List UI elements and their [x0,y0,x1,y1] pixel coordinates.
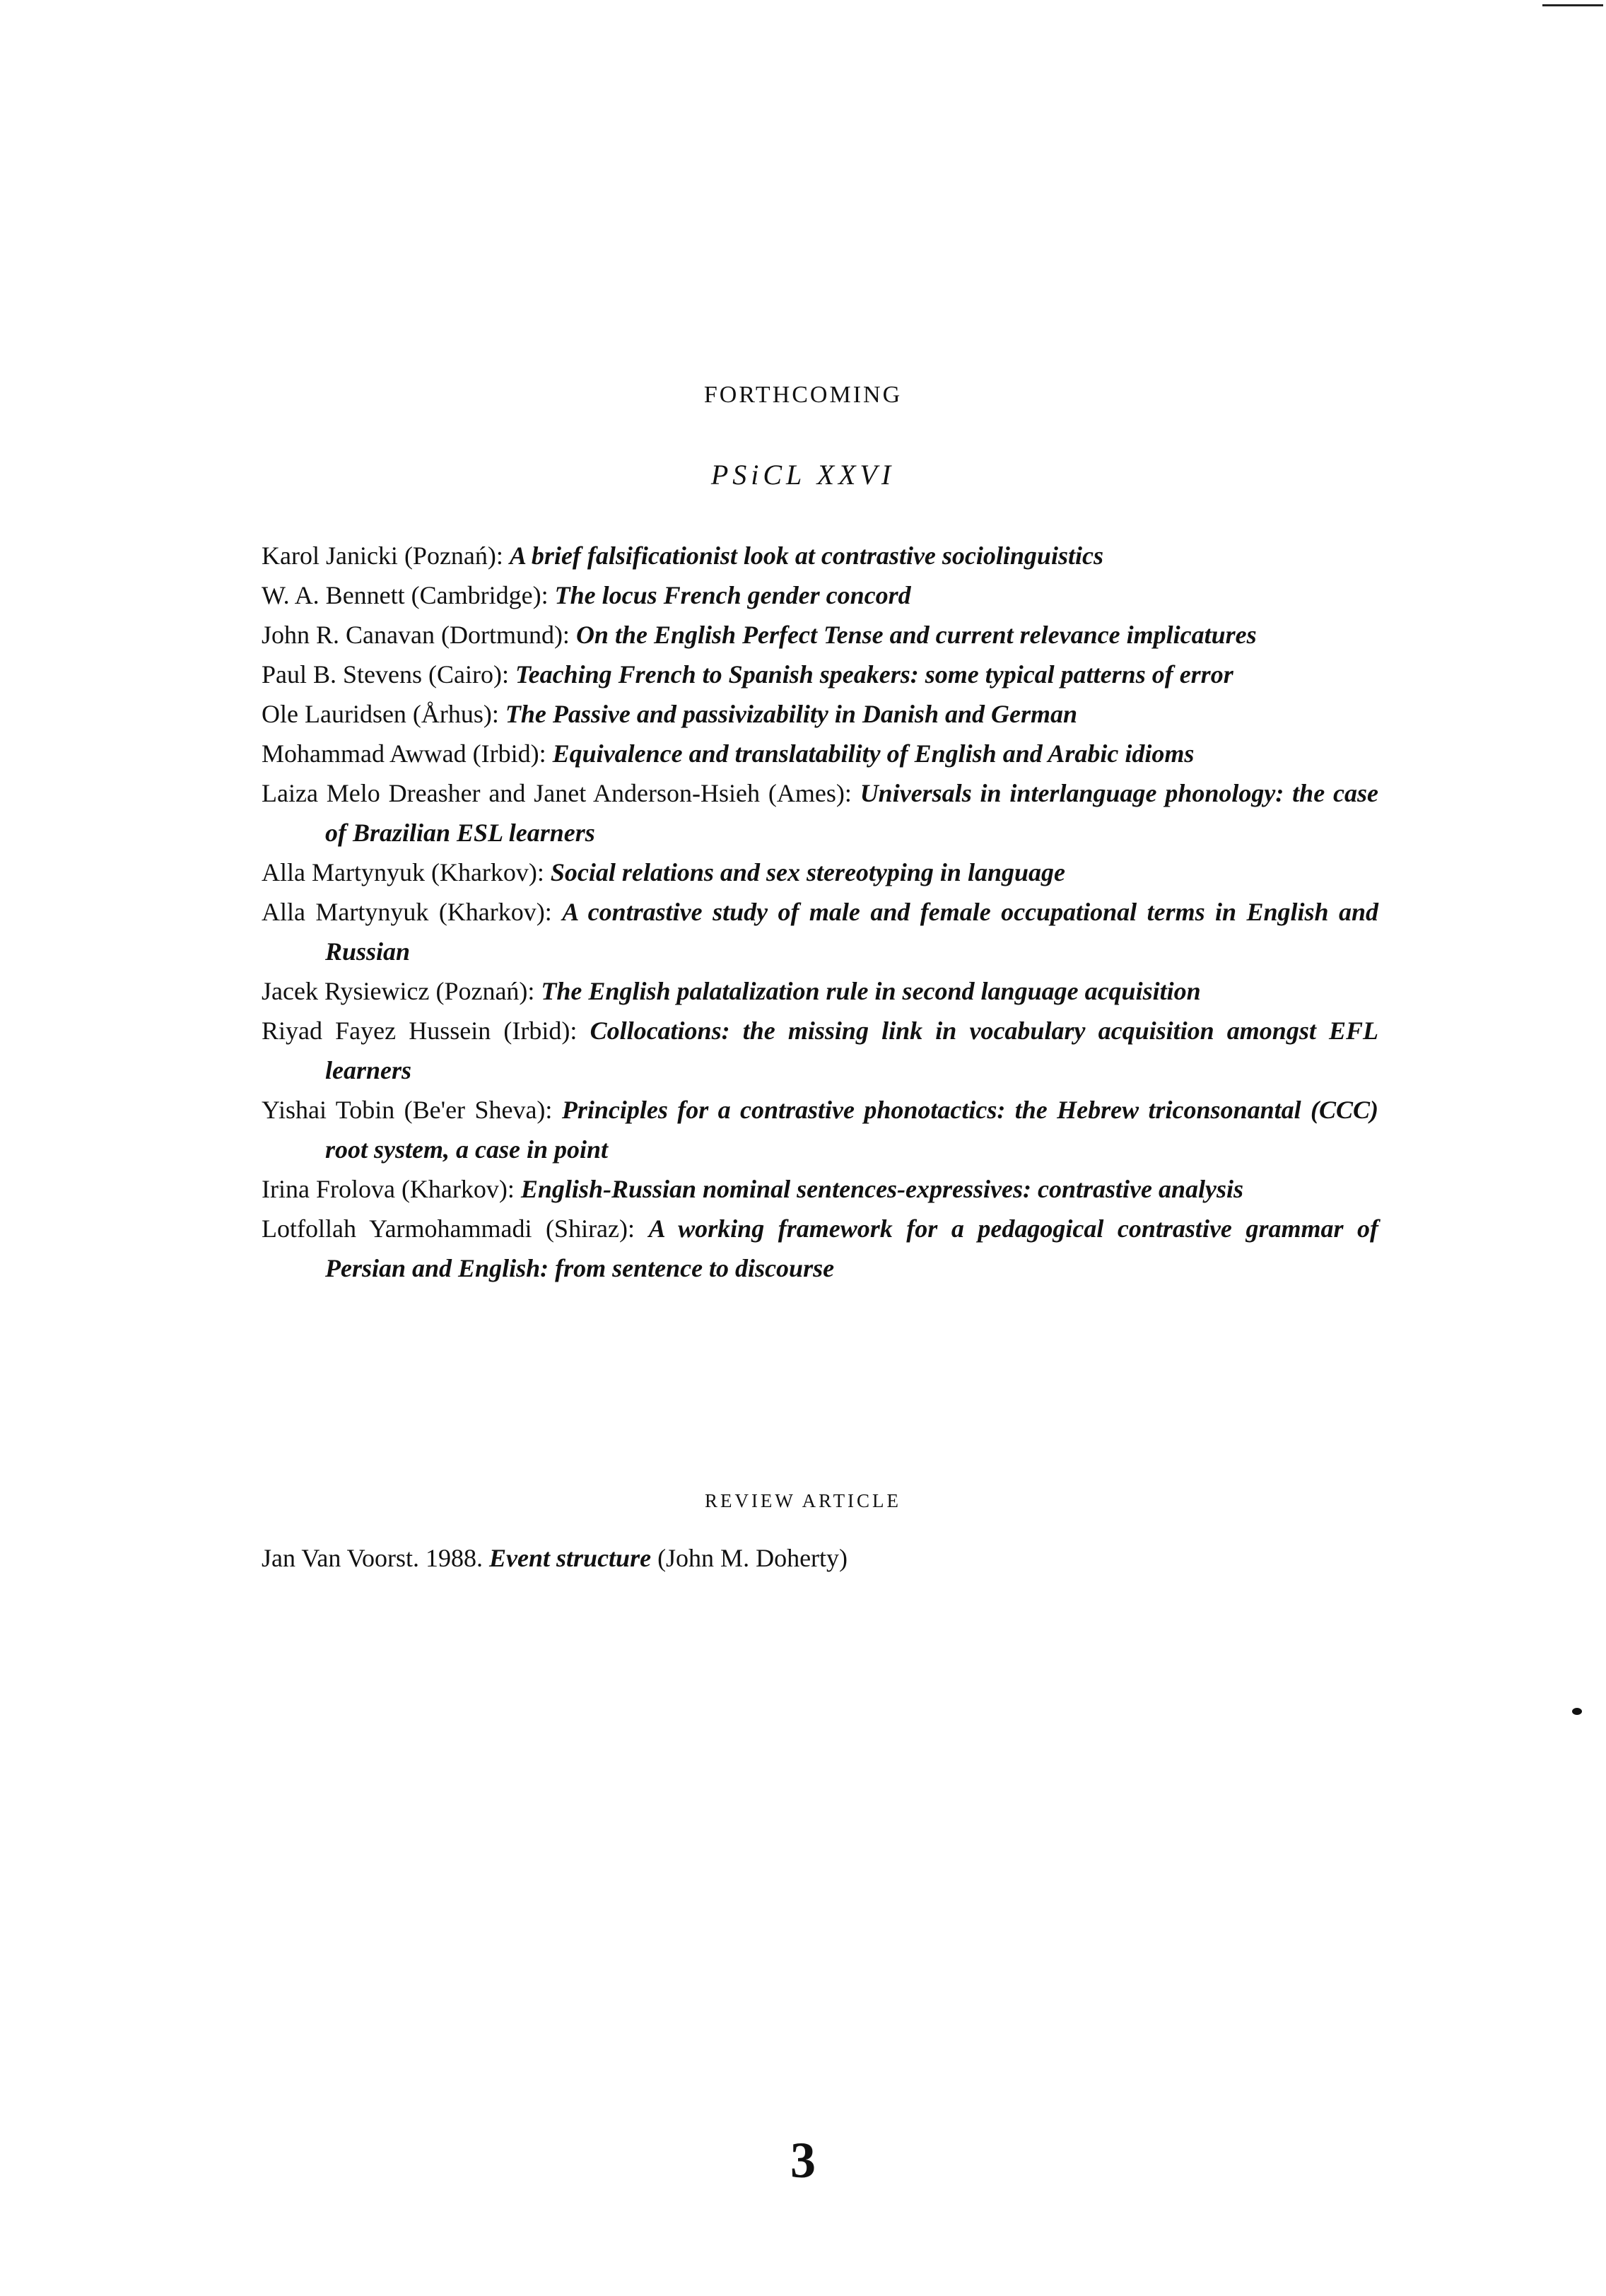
list-item [262,694,1378,734]
entry-author: Riyad Fayez Hussein (Irbid): [262,1017,578,1045]
entry-title: Principles for a contrastive phonotactics: the Hebrew triconsonantal (CCC) root system, a case in point [325,1096,1379,1164]
review-citation: Jan Van Voorst. 1988. [262,1544,483,1572]
entry-title: Equivalence and translatability of English and Arabic idioms [552,739,1195,768]
entry-title: A working framework for a pedagogical contrastive grammar of Persian and English: from sentence to discourse [325,1214,1379,1282]
list-item [262,1011,1378,1090]
scan-speck [1572,1708,1582,1715]
top-corner-rule [1542,4,1603,6]
volume-title: PSiCL XXVI [710,459,896,491]
list-item [262,892,1378,971]
forthcoming-heading: FORTHCOMING [703,382,903,408]
entry-author: Lotfollah Yarmohammadi (Shiraz): [262,1214,635,1243]
entry-title: The Passive and passivizability in Danish and German [505,700,1077,728]
forthcoming-list [262,536,1378,1288]
list-item [262,536,1378,575]
review-entry [262,1538,848,1578]
entry-title: Social relations and sex stereotyping in language [550,858,1065,886]
entry-title: A brief falsificationist look at contrastive sociolinguistics [509,541,1103,570]
entry-author: Karol Janicki (Poznań): [262,541,503,570]
entry-author: Paul B. Stevens (Cairo): [262,660,509,689]
entry-title: Collocations: the missing link in vocabulary acquisition amongst EFL learners [325,1017,1379,1084]
list-item [262,575,1378,615]
entry-author: Alla Martynyuk (Kharkov): [262,898,552,926]
entry-author: Alla Martynyuk (Kharkov): [262,858,544,886]
list-item [262,734,1378,773]
review-title: Event structure [489,1544,652,1572]
list-item [262,1090,1378,1169]
entry-author: Mohammad Awwad (Irbid): [262,739,546,768]
list-item [262,773,1378,853]
page-number: 3 [790,2132,816,2189]
entry-title: The locus French gender concord [554,581,911,609]
entry-author: Jacek Rysiewicz (Poznań): [262,977,535,1005]
list-item [262,655,1378,694]
entry-title: Teaching French to Spanish speakers: some typical patterns of error [515,660,1233,689]
list-item [262,853,1378,892]
entry-title: A contrastive study of male and female occupational terms in English and Russian [325,898,1378,966]
list-item [262,1169,1378,1209]
list-item [262,1209,1378,1288]
entry-title: English-Russian nominal sentences-expressives: contrastive analysis [520,1175,1243,1203]
entry-author: Ole Lauridsen (Århus): [262,700,499,728]
review-article-heading: REVIEW ARTICLE [704,1490,902,1511]
list-item [262,971,1378,1011]
entry-author: John R. Canavan (Dortmund): [262,621,570,649]
entry-title: The English palatalization rule in second language acquisition [541,977,1201,1005]
entry-author: Laiza Melo Dreasher and Janet Anderson-Hsieh (Ames): [262,779,852,807]
entry-title: Universals in interlanguage phonology: the case of Brazilian ESL learners [325,779,1378,847]
entry-author: Irina Frolova (Kharkov): [262,1175,515,1203]
entry-author: W. A. Bennett (Cambridge): [262,581,549,609]
list-item [262,615,1378,655]
entry-title: On the English Perfect Tense and current relevance implicatures [575,621,1257,649]
review-reviewer: (John M. Doherty) [657,1544,848,1572]
entry-author: Yishai Tobin (Be'er Sheva): [262,1096,553,1124]
